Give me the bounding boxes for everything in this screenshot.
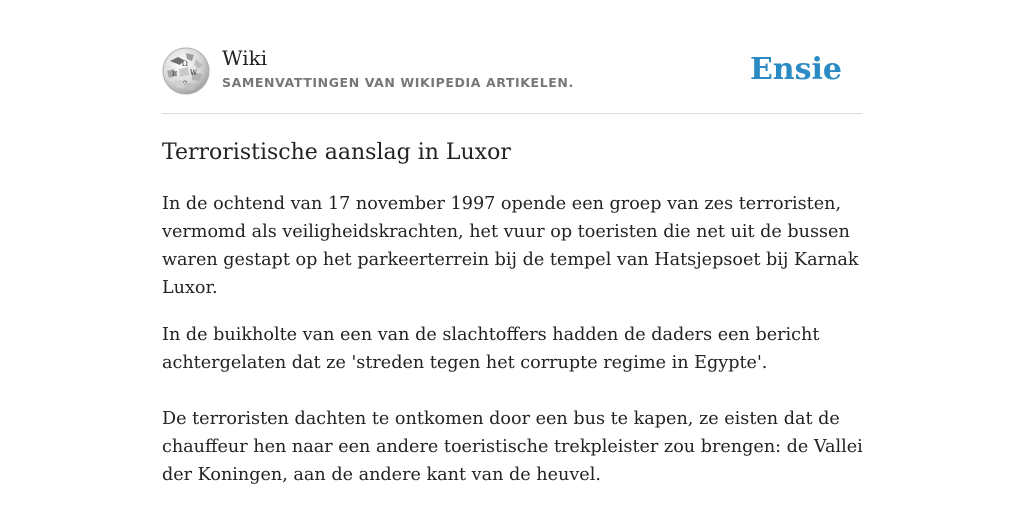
svg-text:И: И — [172, 71, 178, 78]
paragraph-line: vermomd als veiligheidskrachten, het vuur op toeristen die net uit de bussen — [162, 222, 850, 242]
paragraph-line: In de buikholte van een van de slachtoffers hadden de daders een bericht — [162, 325, 820, 345]
article-paragraph — [162, 190, 862, 302]
paragraph-line: chauffeur hen naar een andere toeristische trekpleister zou brengen: de Vallei — [162, 437, 863, 457]
svg-text:ウ: ウ — [182, 80, 189, 87]
wikipedia-globe-icon[interactable] — [162, 47, 210, 95]
paragraph-line: In de ochtend van 17 november 1997 opende een groep van zes terroristen, — [162, 194, 842, 214]
paragraph-line: der Koningen, aan de andere kant van de heuvel. — [162, 465, 601, 485]
article-paragraph — [162, 321, 862, 377]
site-header — [162, 45, 862, 114]
site-title[interactable]: Wiki — [222, 46, 268, 70]
article-paragraph — [162, 405, 862, 489]
paragraph-line: Luxor. — [162, 278, 218, 298]
article-title: Terroristische aanslag in Luxor — [162, 140, 511, 165]
article — [162, 136, 863, 485]
svg-text:Ω: Ω — [182, 60, 188, 68]
paragraph-line: waren gestapt op het parkeerterrein bij de tempel van Hatsjepsoet bij Karnak — [162, 250, 859, 270]
site-tagline: SAMENVATTINGEN VAN WIKIPEDIA ARTIKELEN. — [222, 75, 574, 90]
paragraph-line: achtergelaten dat ze 'streden tegen het corrupte regime in Egypte'. — [162, 353, 768, 373]
svg-text:W: W — [190, 69, 198, 77]
ensie-brand-link[interactable]: Ensie — [749, 52, 842, 87]
paragraph-line: De terroristen dachten te ontkomen door een bus te kapen, ze eisten dat de — [162, 409, 840, 429]
